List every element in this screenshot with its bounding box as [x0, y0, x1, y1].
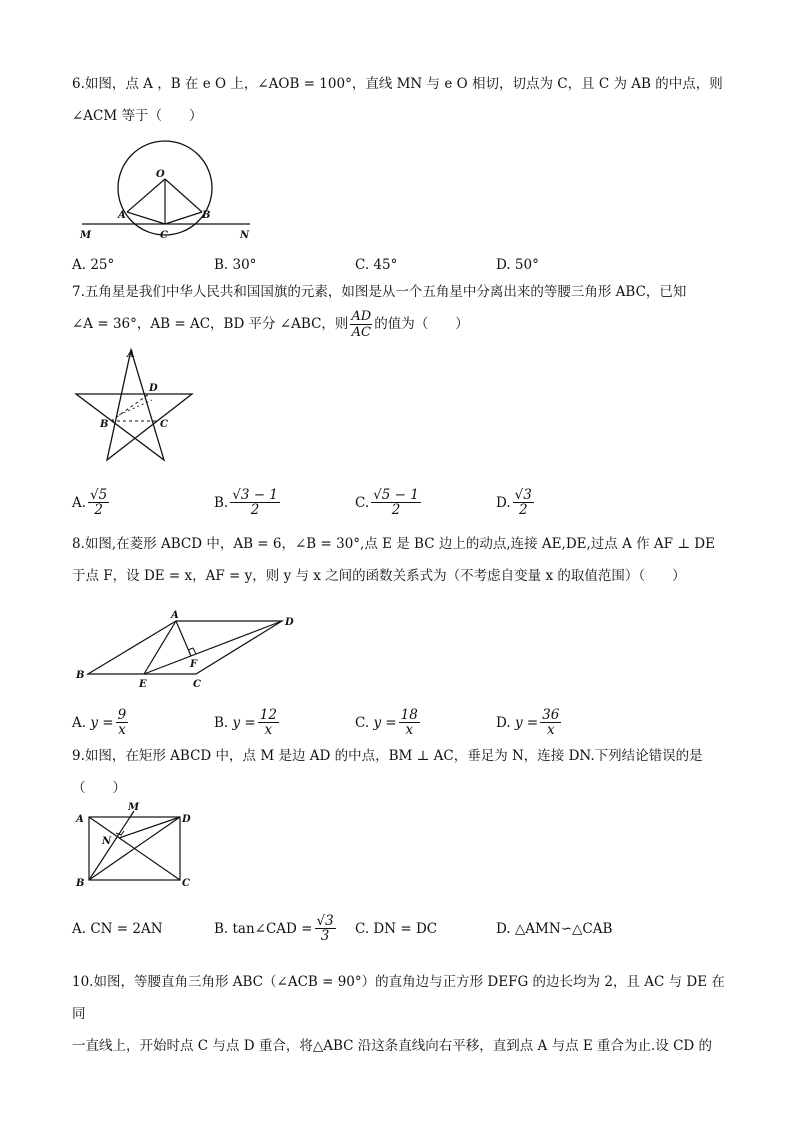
equation-lhs: y = — [373, 715, 397, 731]
option-fraction — [513, 488, 534, 518]
label-C: C — [160, 419, 168, 430]
question-10-line-1: 10.如图，等腰直角三角形 ABC（∠ACB = 90°）的直角边与正方形 DEFG 的边长均为 2，且 AC 与 DE 在同 — [72, 974, 725, 1022]
ratio-fraction — [350, 309, 372, 340]
option-fraction — [88, 488, 109, 518]
figure-circle-tangent — [72, 132, 262, 248]
label-F: F — [190, 659, 198, 670]
option-a[interactable]: A. 25° — [72, 257, 115, 273]
label-B: B — [202, 210, 211, 221]
option-c[interactable] — [355, 704, 422, 742]
question-6-line-1: 6.如图，点 A ，B 在 e O 上，∠AOB = 100°，直线 MN 与 e O 相切，切点为 C，且 C 为 AB 的中点，则 — [72, 76, 723, 92]
option-fraction — [258, 708, 279, 738]
label-D: D — [285, 617, 294, 628]
question-8-line-1: 8.如图,在菱形 ABCD 中，AB = 6，∠B = 30°,点 E 是 BC 边上的动点,连接 AE,DE,过点 A 作 AF ⊥ DE — [72, 536, 715, 552]
question-7-stem — [72, 276, 734, 340]
option-letter: D. — [496, 495, 511, 511]
option-letter: D. — [496, 715, 511, 731]
denominator: 2 — [94, 502, 103, 518]
option-letter: B. — [214, 715, 229, 731]
question-7-options — [72, 484, 732, 522]
numerator: √3 — [514, 487, 532, 503]
option-letter: A. — [72, 715, 87, 731]
denominator: x — [264, 722, 273, 738]
numerator: √3 — [316, 913, 334, 929]
label-A: A — [127, 349, 135, 360]
label-O: O — [156, 169, 165, 180]
label-N: N — [102, 836, 112, 847]
numerator: √5 − 1 — [373, 487, 419, 503]
denominator: 2 — [250, 502, 260, 518]
denominator: 2 — [391, 502, 401, 518]
question-9-options — [72, 910, 732, 948]
question-7-line-2-pre: ∠A = 36°，AB = AC，BD 平分 ∠ABC，则 — [72, 316, 349, 332]
option-letter: C. — [355, 495, 370, 511]
option-c[interactable]: C. DN = DC — [355, 921, 438, 937]
denominator: 2 — [518, 502, 528, 518]
option-fraction — [230, 488, 280, 518]
figure-rectangle — [72, 800, 197, 896]
option-fraction — [540, 708, 561, 738]
numerator: 36 — [542, 707, 560, 723]
label-D: D — [149, 383, 158, 394]
question-7-line-2-post: 的值为（ ） — [374, 316, 469, 332]
question-6-line-2: ∠ACM 等于（ ） — [72, 108, 203, 124]
label-B: B — [100, 419, 109, 430]
numerator: √3 − 1 — [232, 487, 278, 503]
question-8-stem — [72, 528, 734, 592]
denominator: 3 — [320, 928, 330, 944]
option-fraction — [399, 708, 420, 738]
numerator: 12 — [259, 707, 277, 723]
option-letter: C. — [355, 715, 370, 731]
option-a[interactable]: A. CN = 2AN — [72, 921, 163, 937]
question-9-stem — [72, 740, 734, 804]
ratio-numerator: AD — [351, 309, 372, 324]
label-M: M — [80, 230, 92, 241]
label-E: E — [139, 679, 147, 690]
figure-five-point-star — [72, 345, 197, 469]
option-d[interactable] — [496, 484, 536, 522]
question-6-stem — [72, 68, 734, 132]
question-9-line-2: （ ） — [72, 780, 126, 796]
equation-lhs: y = — [90, 715, 114, 731]
option-fraction — [371, 488, 421, 518]
label-A: A — [76, 814, 84, 825]
denominator: x — [546, 722, 555, 738]
label-B: B — [76, 670, 85, 681]
option-b[interactable] — [214, 704, 281, 742]
option-b-text: B. tan∠CAD = — [214, 921, 313, 937]
question-9-line-1: 9.如图，在矩形 ABCD 中，点 M 是边 AD 的中点，BM ⊥ AC，垂足为 N，连接 DN.下列结论错误的是 — [72, 748, 703, 764]
numerator: 18 — [400, 707, 418, 723]
question-7-line-2 — [72, 308, 734, 340]
option-fraction — [315, 914, 336, 944]
numerator: 9 — [117, 707, 127, 723]
numerator: √5 — [90, 487, 108, 503]
label-A: A — [171, 610, 179, 621]
option-b[interactable]: B. 30° — [214, 257, 257, 273]
option-d[interactable]: D. △AMN∽△CAB — [496, 921, 613, 937]
question-8-options — [72, 704, 732, 742]
label-C: C — [193, 679, 201, 690]
equation-lhs: y = — [514, 715, 539, 731]
option-b[interactable] — [214, 910, 338, 948]
option-letter: B. — [214, 495, 229, 511]
option-c[interactable] — [355, 484, 423, 522]
option-letter: A. — [72, 495, 87, 511]
equation-lhs: y = — [232, 715, 256, 731]
option-d[interactable] — [496, 704, 563, 742]
question-10-stem — [72, 966, 734, 1062]
label-M: M — [128, 802, 140, 813]
label-B: B — [76, 878, 85, 889]
question-10-line-2: 一直线上，开始时点 C 与点 D 重合，将△ABC 沿这条直线向右平移，直到点 A 与点 E 重合为止.设 CD 的 — [72, 1038, 713, 1054]
label-N: N — [240, 230, 250, 241]
ratio-denominator: AC — [351, 325, 371, 340]
option-a[interactable] — [72, 484, 111, 522]
option-d[interactable]: D. 50° — [496, 257, 539, 273]
denominator: x — [405, 722, 414, 738]
option-a[interactable] — [72, 704, 130, 742]
label-C: C — [160, 230, 168, 241]
label-A: A — [118, 210, 126, 221]
figure-rhombus — [72, 605, 302, 699]
label-C: C — [182, 878, 190, 889]
question-7-line-1: 7.五角星是我们中华人民共和国国旗的元素，如图是从一个五角星中分离出来的等腰三角形 ABC，已知 — [72, 284, 687, 300]
option-c[interactable]: C. 45° — [355, 257, 398, 273]
question-8-line-2: 于点 F，设 DE = x，AF = y，则 y 与 x 之间的函数关系式为（不考虑自变量 x 的取值范围）（ ） — [72, 568, 686, 584]
denominator: x — [118, 722, 126, 738]
option-b[interactable] — [214, 484, 282, 522]
option-fraction — [116, 708, 129, 738]
label-D: D — [182, 814, 191, 825]
